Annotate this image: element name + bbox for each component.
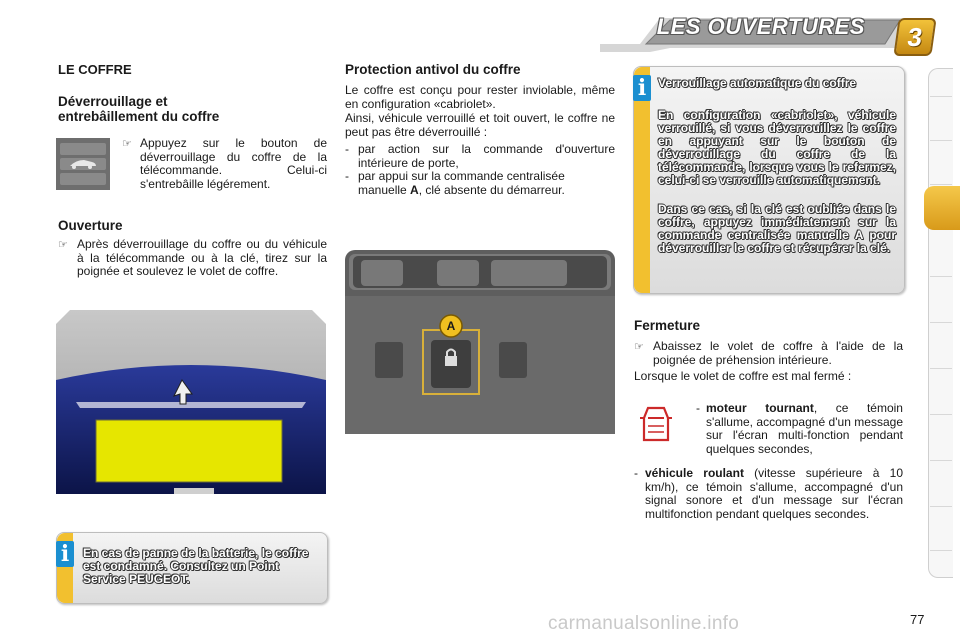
chapter-number-badge [893, 18, 936, 56]
dash-marker: - [345, 142, 349, 156]
console-button [499, 342, 527, 378]
tab-divider [930, 414, 952, 415]
tab-divider [930, 460, 952, 461]
tab-divider [930, 184, 952, 185]
auto-lock-title: Verrouillage automatique du coffre [658, 76, 857, 90]
console-photo [345, 250, 615, 434]
fermeture-title: Fermeture [634, 318, 701, 333]
subsection-title-line1: Déverrouillage et [58, 94, 168, 109]
pointer-bullet: ☞ [634, 341, 644, 353]
info-icon: i [56, 541, 74, 567]
console-button [375, 342, 403, 378]
fermeture-text: Abaissez le volet de coffre à l'aide de la poignée de préhension intérieure. [653, 339, 903, 367]
trunk-open-warning-icon [638, 404, 674, 444]
ouverture-text: Après déverrouillage du coffre ou du véhicule à la télécommande ou à la clé, tirez sur la poignée et soulevez le volet de coffre. [77, 237, 327, 278]
antitheft-dash2 [358, 170, 615, 197]
photo-label-a: A [446, 319, 456, 333]
pointer-bullet: ☞ [122, 138, 132, 150]
chapter-tab-rail [928, 68, 953, 578]
info-box-battery [56, 532, 328, 604]
dash-marker: - [696, 401, 700, 415]
info-icon: i [633, 75, 651, 101]
trunk-photo [56, 310, 326, 494]
dash-marker: - [634, 466, 638, 480]
ouverture-title: Ouverture [58, 218, 123, 233]
dash2-text-b: , clé absente du démarreur. [418, 182, 565, 197]
page-number: 77 [910, 612, 925, 627]
info-box-auto-lock [633, 66, 905, 294]
tab-divider [930, 140, 952, 141]
vehicule-roulant-text [645, 467, 903, 521]
auto-lock-para1: En configuration «cabriolet», véhicule verrouillé, si vous déverrouillez le coffre en appuyant sur le bouton de déverrouillage du coffre de la télécommande, lorsque vous le refermez, celui-ci se verrouille automatiquement. [658, 108, 896, 187]
remote-key-icon [56, 138, 110, 190]
antitheft-dash1: par action sur la commande d'ouverture intérieure de porte, [358, 142, 615, 170]
console-button [361, 260, 403, 286]
dash2-text-a: par appui sur la commande centralisée manuelle [358, 169, 565, 197]
watermark: carmanualsonline.info [548, 613, 740, 634]
tab-divider [930, 96, 952, 97]
subsection-title-line2: entrebâillement du coffre [58, 109, 220, 124]
chapter-tab-active[interactable] [924, 186, 960, 230]
tab-divider [930, 506, 952, 507]
antitheft-para1: Le coffre est conçu pour rester inviolable, même en configuration «cabriolet». [345, 83, 615, 111]
unlock-instruction: Appuyez sur le bouton de déverrouillage du coffre de la télécommande. Celui-ci s'entrebâille légérement. [140, 136, 327, 191]
mal-ferme-text: Lorsque le volet de coffre est mal fermé : [634, 369, 852, 383]
battery-info-text: En cas de panne de la batterie, le coffre est condamné. Consultez un Point Service PEUGEOT. [83, 546, 309, 586]
chapter-title: LES OUVERTURES [656, 14, 865, 39]
antitheft-title: Protection antivol du coffre [345, 62, 521, 77]
tab-divider [930, 276, 952, 277]
tab-divider [930, 550, 952, 551]
pointer-bullet: ☞ [58, 239, 68, 251]
tab-divider [930, 368, 952, 369]
moteur-tournant-text [706, 402, 903, 456]
chapter-number: 3 [905, 22, 925, 52]
vehicule-roulant-desc: (vitesse supérieure à 10 km/h), ce témoin s'allume, accompagné d'un signal sonore et d'un message sur l'écran multifonction pendant quelques secondes. [645, 466, 903, 521]
tab-divider [930, 322, 952, 323]
console-button [437, 260, 479, 286]
antitheft-para2: Ainsi, véhicule verrouillé et toit ouvert, le coffre ne peut pas être déverrouillé : [345, 111, 615, 139]
section-title: LE COFFRE [58, 62, 132, 77]
moteur-tournant-desc: , ce témoin s'allume, accompagné d'un message sur l'écran multi-fonction pendant quelques secondes, [706, 401, 903, 456]
dash-marker: - [345, 169, 349, 183]
auto-lock-para2: Dans ce cas, si la clé est oubliée dans le coffre, appuyez immédiatement sur la commande centralisée manuelle A pour déverrouiller le coffre et récupérer la clé. [658, 202, 896, 255]
moteur-tournant-label: moteur tournant [706, 401, 814, 415]
vehicule-roulant-label: véhicule roulant [645, 466, 744, 480]
dash2-letter: A [410, 182, 419, 197]
console-button [525, 260, 567, 286]
